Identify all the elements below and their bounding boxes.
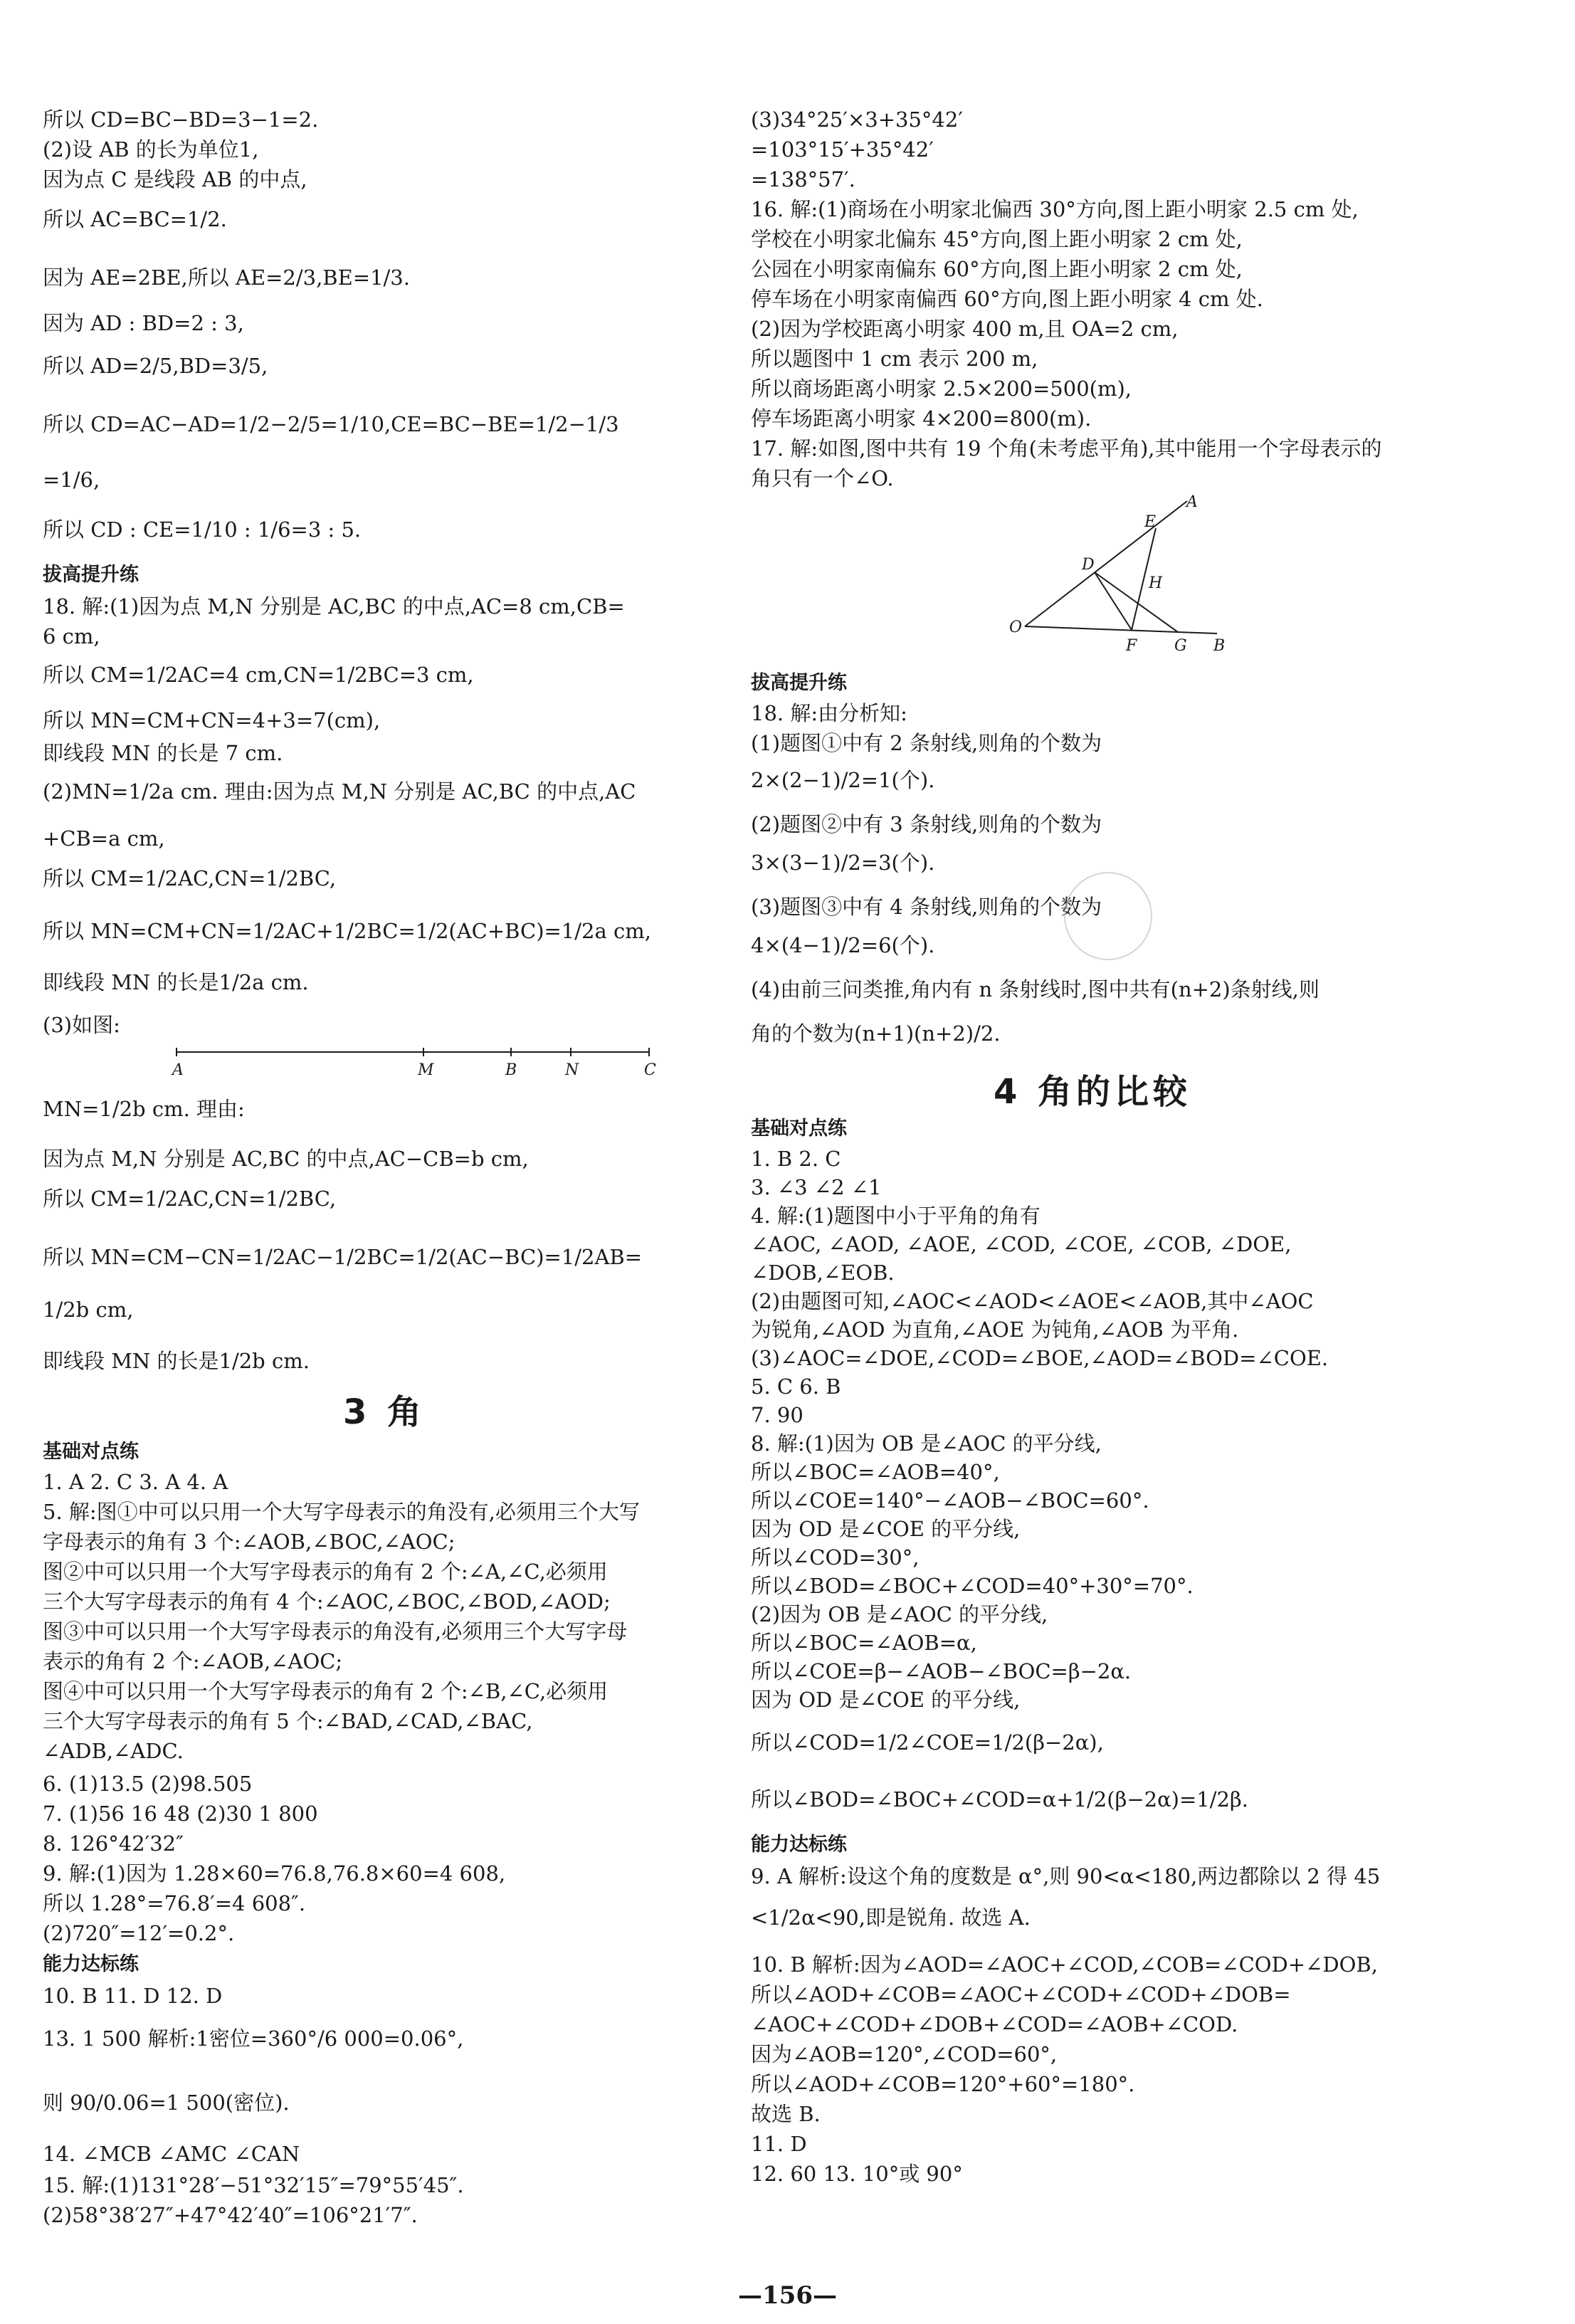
text-line: (3)如图:: [43, 1013, 120, 1037]
text-line: (1)题图①中有 2 条射线,则角的个数为: [751, 731, 1102, 755]
text-line: 9. 解:(1)因为 1.28×60=76.8,76.8×60=4 608,: [43, 1861, 506, 1886]
text-line: 则 90/0.06=1 500(密位).: [43, 2091, 290, 2115]
text-line: 图③中可以只用一个大写字母表示的角没有,必须用三个大写字母: [43, 1619, 628, 1644]
text-line: =1/6,: [43, 468, 100, 492]
text-line: 10. B 解析:因为∠AOD=∠AOC+∠COD,∠COB=∠COD+∠DOB,: [751, 1952, 1378, 1977]
text-line: 8. 解:(1)因为 OB 是∠AOC 的平分线,: [751, 1431, 1102, 1456]
text-line: 14. ∠MCB ∠AMC ∠CAN: [43, 2142, 300, 2166]
text-line: 3×(3−1)/2=3(个).: [751, 851, 935, 875]
text-line: (2)题图②中有 3 条射线,则角的个数为: [751, 812, 1102, 836]
text-line: 2×(2−1)/2=1(个).: [751, 768, 935, 792]
text-line: 因为 AD : BD=2 : 3,: [43, 311, 244, 335]
text-line: 所以∠COD=1/2∠COE=1/2(β−2α),: [751, 1730, 1104, 1755]
text-line: 即线段 MN 的长是1/2b cm.: [43, 1349, 310, 1373]
text-line: 学校在小明家北偏东 45°方向,图上距小明家 2 cm 处,: [751, 227, 1243, 251]
text-line: (4)由前三问类推,角内有 n 条射线时,图中共有(n+2)条射线,则: [751, 977, 1319, 1001]
text-line: 11. D: [751, 2132, 807, 2156]
text-line: +CB=a cm,: [43, 826, 165, 851]
text-line: 即线段 MN 的长是 7 cm.: [43, 741, 283, 765]
text-line: 因为点 M,N 分别是 AC,BC 的中点,AC−CB=b cm,: [43, 1147, 529, 1171]
text-line: (2)MN=1/2a cm. 理由:因为点 M,N 分别是 AC,BC 的中点,AC: [43, 779, 636, 804]
text-line: 所以 MN=CM+CN=1/2AC+1/2BC=1/2(AC+BC)=1/2a cm,: [43, 919, 651, 943]
text-line: (2)因为 OB 是∠AOC 的平分线,: [751, 1602, 1048, 1626]
text-line: 字母表示的角有 3 个:∠AOB,∠BOC,∠AOC;: [43, 1530, 455, 1554]
text-line: 即线段 MN 的长是1/2a cm.: [43, 970, 309, 994]
text-line: 三个大写字母表示的角有 4 个:∠AOC,∠BOC,∠BOD,∠AOD;: [43, 1589, 611, 1614]
point-label: G: [1174, 637, 1187, 655]
text-line: 公园在小明家南偏东 60°方向,图上距小明家 2 cm 处,: [751, 257, 1243, 281]
text-line: 图②中可以只用一个大写字母表示的角有 2 个:∠A,∠C,必须用: [43, 1560, 608, 1584]
text-line: 所以 MN=CM−CN=1/2AC−1/2BC=1/2(AC−BC)=1/2AB=: [43, 1245, 643, 1269]
point-label: B: [505, 1061, 517, 1079]
text-line: 所以 CD=AC−AD=1/2−2/5=1/10,CE=BC−BE=1/2−1/3: [43, 412, 619, 436]
point-label: A: [1186, 493, 1198, 511]
text-line: 因为 AE=2BE,所以 AE=2/3,BE=1/3.: [43, 265, 410, 290]
text-line: (2)设 AB 的长为单位1,: [43, 137, 259, 162]
text-line: 为锐角,∠AOD 为直角,∠AOE 为钝角,∠AOB 为平角.: [751, 1318, 1239, 1342]
text-line: =138°57′.: [751, 167, 855, 191]
text-line: 6 cm,: [43, 624, 100, 648]
text-line: 9. A 解析:设这个角的度数是 α°,则 90<α<180,两边都除以 2 得 45: [751, 1864, 1381, 1888]
point-label: F: [1126, 637, 1137, 655]
text-line: 所以∠COE=β−∠AOB−∠BOC=β−2α.: [751, 1659, 1132, 1683]
text-line: 15. 解:(1)131°28′−51°32′15″=79°55′45″.: [43, 2173, 464, 2197]
text-line: (2)由题图可知,∠AOC<∠AOD<∠AOE<∠AOB,其中∠AOC: [751, 1289, 1314, 1313]
text-line: (2)因为学校距离小明家 400 m,且 OA=2 cm,: [751, 317, 1179, 341]
text-line: 4. 解:(1)题图中小于平角的角有: [751, 1204, 1041, 1228]
text-line: 6. (1)13.5 (2)98.505: [43, 1772, 253, 1796]
section-label: 拔高提升练: [751, 672, 847, 694]
text-line: 故选 B.: [751, 2102, 821, 2126]
text-line: 所以∠COE=140°−∠AOB−∠BOC=60°.: [751, 1488, 1149, 1513]
text-line: (3)34°25′×3+35°42′: [751, 107, 963, 132]
point-label: O: [1009, 619, 1023, 636]
text-line: 所以∠BOD=∠BOC+∠COD=α+1/2(β−2α)=1/2β.: [751, 1787, 1248, 1812]
text-line: ∠ADB,∠ADC.: [43, 1739, 184, 1763]
text-line: 3. ∠3 ∠2 ∠1: [751, 1175, 882, 1199]
point-label: E: [1144, 513, 1157, 531]
text-line: 18. 解:(1)因为点 M,N 分别是 AC,BC 的中点,AC=8 cm,CB=: [43, 594, 625, 619]
text-line: 16. 解:(1)商场在小明家北偏西 30°方向,图上距小明家 2.5 cm 处,: [751, 197, 1359, 221]
text-line: 5. 解:图①中可以只用一个大写字母表示的角没有,必须用三个大写: [43, 1500, 640, 1524]
text-line: 4×(4−1)/2=6(个).: [751, 933, 935, 957]
point-label: A: [172, 1061, 184, 1079]
text-line: 17. 解:如图,图中共有 19 个角(未考虑平角),其中能用一个字母表示的: [751, 436, 1382, 461]
section-label: 基础对点练: [43, 1441, 139, 1463]
point-label: B: [1213, 637, 1226, 655]
point-label: D: [1082, 556, 1095, 574]
text-line: 所以∠BOD=∠BOC+∠COD=40°+30°=70°.: [751, 1574, 1194, 1598]
text-line: (2)720″=12′=0.2°.: [43, 1921, 235, 1945]
text-line: (3)∠AOC=∠DOE,∠COD=∠BOE,∠AOD=∠BOD=∠COE.: [751, 1346, 1329, 1370]
text-line: 所以∠AOD+∠COB=∠AOC+∠COD+∠COD+∠DOB=: [751, 1982, 1291, 2007]
section-heading: 4 角的比较: [993, 1072, 1192, 1112]
section-label: 能力达标练: [43, 1953, 139, 1975]
text-line: 8. 126°42′32″: [43, 1831, 184, 1856]
angle-diagram: [1004, 491, 1231, 662]
text-line: (3)题图③中有 4 条射线,则角的个数为: [751, 895, 1102, 919]
text-line: 1. A 2. C 3. A 4. A: [43, 1470, 228, 1494]
text-line: 5. C 6. B: [751, 1374, 841, 1399]
text-line: 角的个数为(n+1)(n+2)/2.: [751, 1021, 1001, 1046]
text-line: 因为 OD 是∠COE 的平分线,: [751, 1688, 1021, 1712]
point-label: C: [644, 1061, 656, 1079]
text-line: 所以∠BOC=∠AOB=α,: [751, 1631, 977, 1655]
text-line: 停车场距离小明家 4×200=800(m).: [751, 406, 1092, 431]
text-line: 所以 CM=1/2AC,CN=1/2BC,: [43, 866, 337, 890]
text-line: 三个大写字母表示的角有 5 个:∠BAD,∠CAD,∠BAC,: [43, 1709, 533, 1733]
text-line: 表示的角有 2 个:∠AOB,∠AOC;: [43, 1649, 343, 1673]
point-label: H: [1149, 574, 1163, 592]
text-line: 所以 MN=CM+CN=4+3=7(cm),: [43, 708, 381, 732]
text-line: (2)58°38′27″+47°42′40″=106°21′7″.: [43, 2203, 418, 2227]
text-line: 所以∠AOD+∠COB=120°+60°=180°.: [751, 2072, 1135, 2096]
text-line: 所以 AD=2/5,BD=3/5,: [43, 354, 268, 378]
section-label: 基础对点练: [751, 1118, 847, 1140]
text-line: 停车场在小明家南偏西 60°方向,图上距小明家 4 cm 处.: [751, 287, 1263, 311]
segment-diagram: [171, 1045, 655, 1080]
text-line: MN=1/2b cm. 理由:: [43, 1097, 245, 1121]
text-line: ∠AOC+∠COD+∠DOB+∠COD=∠AOB+∠COD.: [751, 2012, 1238, 2036]
text-line: 因为 OD 是∠COE 的平分线,: [751, 1517, 1021, 1541]
text-line: 所以商场距离小明家 2.5×200=500(m),: [751, 377, 1132, 401]
text-line: 角只有一个∠O.: [751, 466, 894, 490]
text-line: 18. 解:由分析知:: [751, 701, 907, 725]
text-line: 所以 CM=1/2AC=4 cm,CN=1/2BC=3 cm,: [43, 663, 474, 687]
text-line: 13. 1 500 解析:1密位=360°/6 000=0.06°,: [43, 2026, 464, 2051]
text-line: 1. B 2. C: [751, 1147, 841, 1171]
text-line: 因为点 C 是线段 AB 的中点,: [43, 167, 307, 191]
text-line: 1/2b cm,: [43, 1298, 134, 1322]
text-line: ∠AOC, ∠AOD, ∠AOE, ∠COD, ∠COE, ∠COB, ∠DOE,: [751, 1232, 1292, 1256]
text-line: 因为∠AOB=120°,∠COD=60°,: [751, 2042, 1058, 2066]
text-line: 所以 CM=1/2AC,CN=1/2BC,: [43, 1187, 337, 1211]
text-line: 所以 AC=BC=1/2.: [43, 207, 227, 231]
text-line: 12. 60 13. 10°或 90°: [751, 2162, 963, 2186]
text-line: 7. (1)56 16 48 (2)30 1 800: [43, 1802, 318, 1826]
text-line: 7. 90: [751, 1403, 804, 1427]
text-line: 10. B 11. D 12. D: [43, 1984, 223, 2008]
text-line: 所以∠BOC=∠AOB=40°,: [751, 1460, 1000, 1484]
section-label: 拔高提升练: [43, 564, 139, 586]
text-line: ∠DOB,∠EOB.: [751, 1261, 895, 1285]
page-number: —156—: [738, 2281, 837, 2310]
watermark-stamp: [1064, 872, 1152, 960]
text-line: <1/2α<90,即是锐角. 故选 A.: [751, 1905, 1031, 1930]
section-label: 能力达标练: [751, 1834, 847, 1856]
point-label: N: [565, 1061, 579, 1079]
text-line: 所以∠COD=30°,: [751, 1545, 920, 1570]
text-line: =103°15′+35°42′: [751, 137, 934, 162]
point-label: M: [418, 1061, 434, 1079]
text-line: 所以题图中 1 cm 表示 200 m,: [751, 347, 1038, 371]
text-line: 所以 1.28°=76.8′=4 608″.: [43, 1891, 306, 1915]
text-line: 图④中可以只用一个大写字母表示的角有 2 个:∠B,∠C,必须用: [43, 1679, 609, 1703]
section-heading: 3 角: [342, 1392, 426, 1432]
text-line: 所以 CD : CE=1/10 : 1/6=3 : 5.: [43, 517, 362, 542]
text-line: 所以 CD=BC−BD=3−1=2.: [43, 107, 319, 132]
